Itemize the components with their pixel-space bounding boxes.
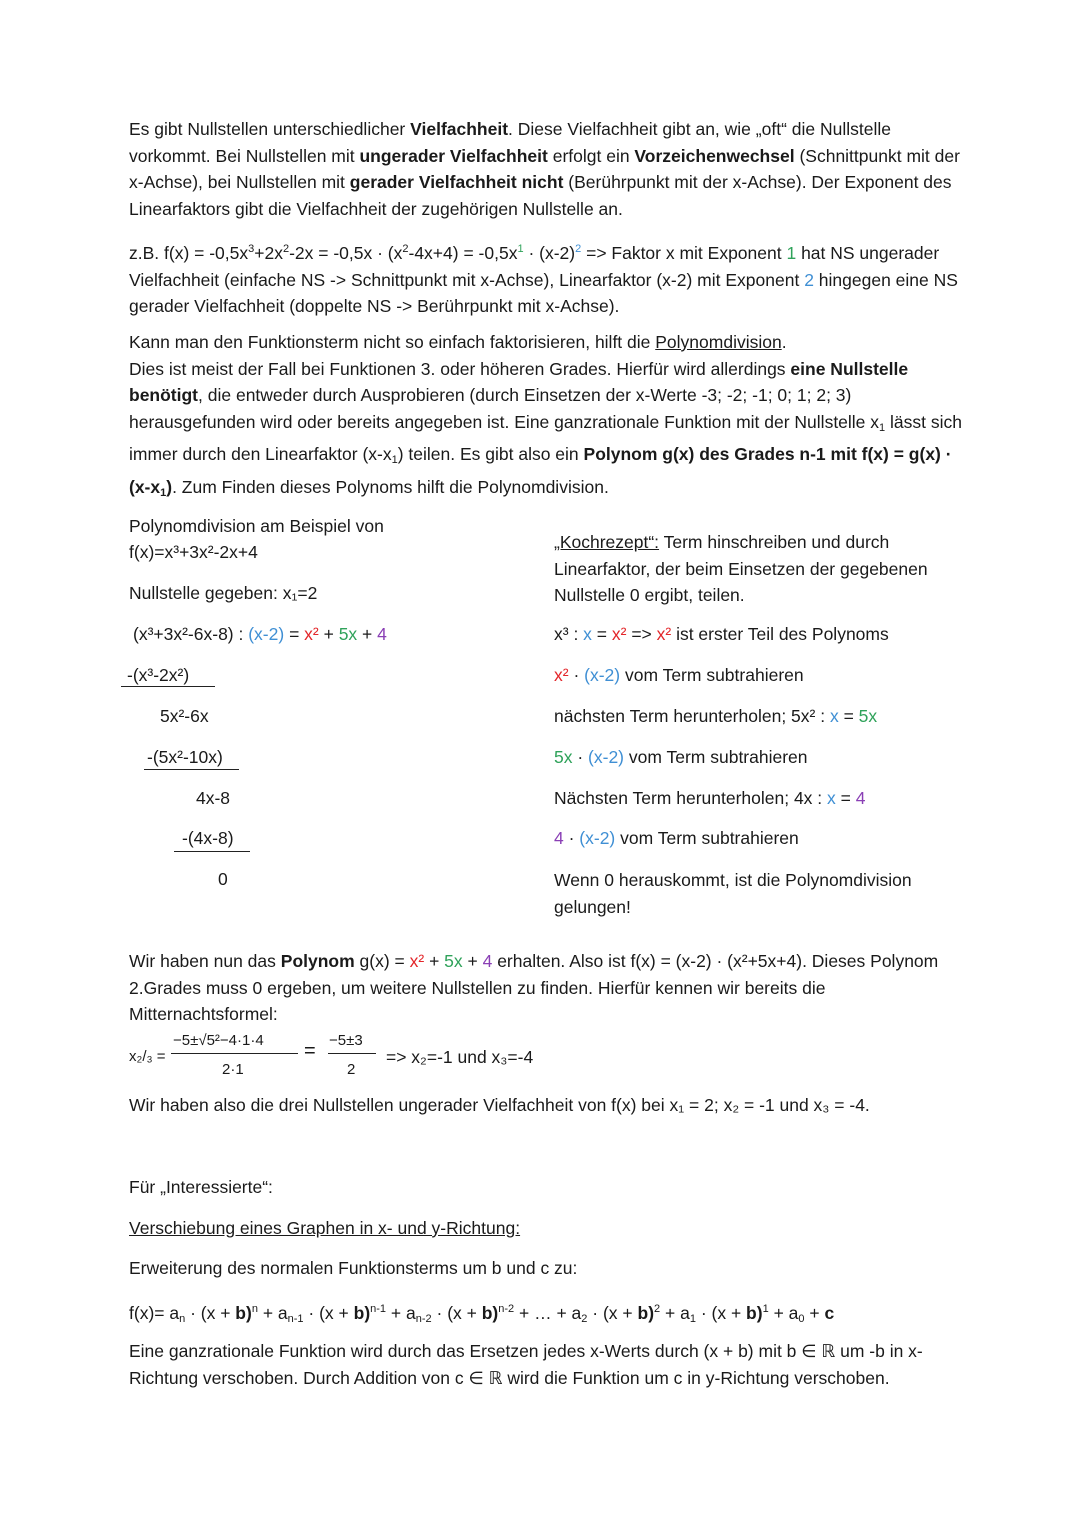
- division-rule-2: [144, 769, 239, 770]
- result-paragraph: [129, 948, 969, 1028]
- text-red: x²: [656, 624, 672, 644]
- subscript: n-1: [287, 1313, 304, 1325]
- division-rule-1: [121, 686, 215, 687]
- exponent: n: [251, 1303, 258, 1315]
- text: (Berührpunkt mit der x-Achse). Der Exponent des Linearfaktors gibt die Vielfachheit der zugehörigen Nullstelle an.: [129, 172, 952, 219]
- division-step-2: 5x²-6x: [160, 706, 209, 726]
- text: +: [804, 1303, 825, 1323]
- formula-denominator-1: 2·1: [222, 1061, 244, 1078]
- exponent: 2: [654, 1303, 661, 1315]
- text: +: [318, 624, 339, 644]
- text-blue: x: [583, 624, 592, 644]
- text: .: [781, 332, 787, 352]
- text-green: 5x: [338, 624, 358, 644]
- text: · (x +: [185, 1303, 236, 1323]
- extra-formula: [129, 1297, 834, 1331]
- text: · (x-2): [523, 243, 576, 263]
- formula-equals: =: [304, 1040, 316, 1062]
- text: + a: [386, 1303, 416, 1323]
- text: erhalten. Also ist f(x) = (x-2) · (x²+5x+4). Dieses Polynom 2.Grades muss 0 ergeben, um weitere Nullstellen zu finden. Hierfür kennen wir bereits die Mitternachtsformel:: [129, 951, 939, 1024]
- text-bold: Vielfachheit: [410, 119, 509, 139]
- text-bold: b): [637, 1303, 655, 1323]
- subscript: n: [179, 1313, 186, 1325]
- subscript: 1: [879, 421, 886, 434]
- text: Kann man den Funktionsterm nicht so einfach faktorisieren, hilft die: [129, 332, 656, 352]
- text: ): [166, 476, 173, 497]
- exponent: 1: [517, 243, 524, 255]
- recipe-step-6: [554, 826, 799, 850]
- text: . Zum Finden dieses Polynoms hilft die Polynomdivision.: [172, 476, 609, 497]
- text: · (x +: [303, 1303, 354, 1323]
- exponent: 2: [575, 243, 582, 255]
- text: (Schnittpunkt mit der x-Achse), bei Nullstellen mit: [129, 145, 960, 192]
- text: x³ :: [554, 624, 584, 644]
- text: Wir haben nun das: [129, 951, 281, 971]
- text-bold: Polynom: [280, 951, 355, 971]
- text: =>: [626, 624, 657, 644]
- example-paragraph: [129, 236, 969, 320]
- exponent: n-2: [498, 1303, 515, 1315]
- text-blue: x: [827, 788, 836, 808]
- text: + a: [768, 1303, 799, 1323]
- text: f(x)= a: [129, 1303, 180, 1323]
- subscript: 2: [581, 1313, 588, 1325]
- division-main-line: [133, 622, 387, 646]
- text: nächsten Term herunterholen; 5x² :: [554, 706, 830, 726]
- division-function: f(x)=x³+3x²-2x+4: [129, 542, 258, 562]
- text-green: 5x: [444, 951, 463, 971]
- text-blue: (x-2): [248, 624, 285, 644]
- subscript: 0: [798, 1313, 805, 1325]
- text-bold: ungerader Vielfachheit: [359, 145, 548, 166]
- text-underlined: Polynomdivision: [655, 332, 782, 352]
- extra-title: Verschiebung eines Graphen in x- und y-Richtung:: [129, 1218, 521, 1238]
- text: hingegen eine NS gerader Vielfachheit (doppelte NS -> Berührpunkt mit x-Achse).: [129, 269, 958, 316]
- text-bold: Vorzeichenwechsel: [634, 145, 795, 166]
- formula-denominator-2: 2: [347, 1061, 356, 1078]
- text: erfolgt ein: [547, 145, 635, 166]
- exponent: n-1: [370, 1303, 387, 1315]
- text-bold: b): [235, 1303, 252, 1323]
- text: =: [591, 624, 612, 644]
- text: +: [357, 624, 378, 644]
- division-step-5: -(4x-8): [182, 828, 234, 848]
- polydivision-intro: [129, 329, 969, 506]
- text: -4x+4) = -0,5x: [408, 243, 518, 263]
- text: vom Term subtrahieren: [620, 665, 804, 685]
- text: =: [838, 706, 859, 726]
- text-blue: (x-2): [584, 665, 621, 685]
- text: Nächsten Term herunterholen; 4x :: [554, 788, 828, 808]
- text: + a: [660, 1303, 690, 1323]
- text-blue: x: [829, 706, 839, 726]
- text: g(x) =: [354, 951, 410, 971]
- text-bold: b): [353, 1303, 371, 1323]
- text: vom Term subtrahieren: [615, 828, 799, 848]
- subscript: n-2: [415, 1313, 432, 1325]
- division-step-4: 4x-8: [196, 788, 231, 808]
- text-purple: 4: [377, 624, 387, 644]
- formula-fraction-bar-2: [328, 1053, 376, 1054]
- text: Term hinschreiben und durch Linearfaktor, der beim Einsetzen der gegebenen Nullstelle 0 ergibt, teilen.: [554, 532, 928, 605]
- text-red: x²: [304, 624, 319, 644]
- text-blue: (x-2): [588, 747, 625, 767]
- recipe-step-1: [554, 622, 889, 646]
- exponent: 2: [282, 243, 290, 255]
- extra-last-paragraph: Eine ganzrationale Funktion wird durch das Ersetzen jedes x-Werts durch (x + b) mit b ∈ ℝ um -b in x-Richtung verschoben. Durch Addition von c ∈ ℝ wird die Funktion um c in y-Richtung verschoben.: [129, 1341, 923, 1388]
- subscript: 1: [689, 1313, 696, 1325]
- text-bold: gerader Vielfachheit nicht: [349, 172, 564, 192]
- division-step-6: 0: [218, 869, 228, 889]
- text: =: [835, 788, 856, 808]
- text-bold: b): [481, 1303, 499, 1323]
- division-title: Polynomdivision am Beispiel von: [129, 516, 384, 536]
- text-red: x²: [611, 624, 627, 644]
- division-zero: Nullstelle gegeben: x₁=2: [129, 583, 318, 603]
- extra-heading: Für „Interessierte“:: [129, 1177, 273, 1197]
- text: · (x +: [431, 1303, 482, 1323]
- recipe-intro: [554, 529, 934, 609]
- recipe-step-4: [554, 745, 808, 769]
- recipe-step-5: [554, 786, 865, 810]
- text-underlined: „Kochrezept“:: [554, 532, 660, 552]
- division-rule-3: [174, 851, 250, 852]
- text: (x³+3x²-6x-8) :: [133, 624, 249, 644]
- result-final: Wir haben also die drei Nullstellen ungerader Vielfachheit von f(x) bei x₁ = 2; x₂ = -1 und x₃ = -4.: [129, 1095, 870, 1115]
- text: +: [424, 951, 445, 971]
- text-bold: b): [746, 1303, 763, 1323]
- text: Es gibt Nullstellen unterschiedlicher: [129, 119, 411, 139]
- text: +: [462, 951, 483, 971]
- text-red: x²: [554, 665, 569, 685]
- formula-numerator-1: −5±√5²−4·1·4: [173, 1032, 264, 1049]
- text: . Diese Vielfachheit gibt an, wie „oft“ die Nullstelle vorkommt. Bei Nullstellen mit: [129, 119, 891, 166]
- exponent: 2: [402, 243, 409, 255]
- intro-paragraph: [129, 116, 969, 222]
- text: -2x = -0,5x · (x: [289, 243, 403, 263]
- text: + … + a: [514, 1303, 582, 1323]
- subscript: 1: [391, 454, 398, 466]
- text-purple: 4: [482, 951, 493, 971]
- subscript: 1: [160, 486, 167, 499]
- text: ) teilen. Es gibt also ein: [397, 444, 584, 464]
- recipe-step-3: [554, 704, 877, 728]
- recipe-step-2: [554, 663, 804, 687]
- text: vom Term subtrahieren: [624, 747, 808, 767]
- text: · (x +: [587, 1303, 638, 1323]
- text-blue: (x-2): [579, 828, 616, 848]
- recipe-step-7: Wenn 0 herauskommt, ist die Polynomdivision gelungen!: [554, 870, 912, 917]
- text: + a: [257, 1303, 288, 1323]
- exponent: 1: [762, 1303, 769, 1315]
- text-bold: eine Nullstelle benötigt: [129, 358, 909, 405]
- exponent: 3: [248, 243, 255, 255]
- text: z.B. f(x) = -0,5x: [129, 243, 249, 263]
- text: Polynom g(x) des Grades n-1 mit f(x) = g(x) · (x-x: [129, 444, 952, 497]
- text: =: [284, 624, 305, 644]
- text: +2x: [254, 243, 283, 263]
- formula-lhs: x₂/₃ =: [129, 1048, 166, 1065]
- text: ist erster Teil des Polynoms: [671, 624, 889, 644]
- extra-line-1: Erweiterung des normalen Funktionsterms um b und c zu:: [129, 1258, 578, 1278]
- formula-numerator-2: −5±3: [329, 1032, 363, 1049]
- text-red: x²: [409, 951, 425, 971]
- text-purple: 4: [855, 788, 866, 808]
- text-purple: 4: [554, 828, 564, 848]
- formula-solution: => x₂=-1 und x₃=-4: [386, 1047, 534, 1067]
- text: ·: [563, 828, 580, 848]
- text: lässt sich immer durch den Linearfaktor (x-x: [129, 411, 962, 464]
- text-blue: 2: [804, 269, 814, 290]
- text: => Faktor x mit Exponent: [581, 243, 787, 263]
- text-green: 5x: [554, 747, 573, 767]
- text: , die entweder durch Ausprobieren (durch Einsetzen der x-Werte -3; -2; -1; 0; 1; 2; 3) herausgefunden wird oder bereits angegeben ist. Eine ganzrationale Funktion mit der Nullstelle x: [129, 385, 880, 432]
- division-step-1: -(x³-2x²): [127, 665, 190, 685]
- text-green: 5x: [858, 706, 878, 726]
- text-bold: c: [824, 1303, 835, 1323]
- text: · (x +: [695, 1303, 747, 1323]
- division-step-3: -(5x²-10x): [147, 747, 223, 767]
- text: ·: [572, 747, 589, 767]
- text-green: 1: [786, 243, 797, 263]
- text: ·: [568, 665, 585, 685]
- formula-fraction-bar-1: [171, 1053, 298, 1054]
- text: hat NS ungerader Vielfachheit (einfache NS -> Schnittpunkt mit x-Achse), Linearfaktor (x-2) mit Exponent: [129, 243, 940, 290]
- text: Dies ist meist der Fall bei Funktionen 3. oder höheren Grades. Hierfür wird allerdings: [129, 358, 791, 379]
